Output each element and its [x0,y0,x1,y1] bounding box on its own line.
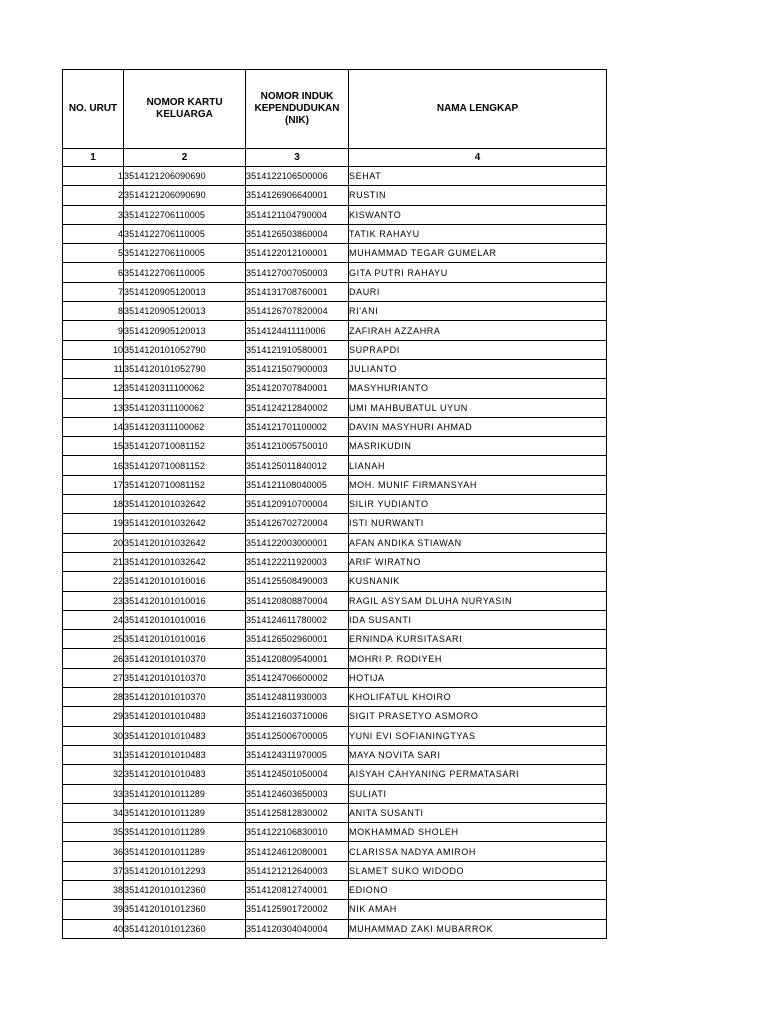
family-card-number-cell: 3514120710081152 [124,475,246,494]
nik-cell: 3514121910580001 [246,340,349,359]
family-card-number-cell: 3514120101011289 [124,784,246,803]
family-card-number-cell: 3514120101052790 [124,340,246,359]
table-row [63,552,607,571]
nik-cell: 3514121603710006 [246,707,349,726]
family-card-number-cell: 3514120710081152 [124,456,246,475]
table-row [63,263,607,282]
full-name-cell: SILIR YUDIANTO [349,495,607,514]
row-number-cell: 20 [63,533,124,552]
full-name-cell: RI'ANI [349,302,607,321]
full-name-cell: ISTI NURWANTI [349,514,607,533]
row-number-cell: 35 [63,823,124,842]
nik-cell: 3514122003000001 [246,533,349,552]
roster-sheet [62,69,606,939]
nik-cell: 3514120809540001 [246,649,349,668]
family-card-number-cell: 3514120101010016 [124,591,246,610]
full-name-cell: KISWANTO [349,205,607,224]
full-name-cell: JULIANTO [349,359,607,378]
family-card-number-cell: 3514120101010483 [124,726,246,745]
table-row [63,340,607,359]
full-name-cell: LIANAH [349,456,607,475]
full-name-cell: SIGIT PRASETYO ASMORO [349,707,607,726]
table-row [63,359,607,378]
table-row [63,842,607,861]
nik-cell: 3514126702720004 [246,514,349,533]
row-number-cell: 31 [63,745,124,764]
row-number-cell: 16 [63,456,124,475]
table-row [63,282,607,301]
table-row [63,417,607,436]
family-card-number-cell: 3514120311100062 [124,417,246,436]
family-card-number-cell: 3514120101032642 [124,552,246,571]
table-row [63,514,607,533]
row-number-cell: 1 [63,167,124,186]
family-card-number-cell: 3514120101010016 [124,630,246,649]
nik-cell: 3514126707820004 [246,302,349,321]
nik-cell: 3514124612080001 [246,842,349,861]
family-card-number-cell: 3514120311100062 [124,398,246,417]
family-card-number-cell: 3514120101012293 [124,861,246,880]
full-name-cell: MUHAMMAD ZAKI MUBARROK [349,919,607,938]
full-name-cell: GITA PUTRI RAHAYU [349,263,607,282]
resident-table [62,69,607,939]
full-name-cell: EDIONO [349,880,607,899]
family-card-number-cell: 3514122706110005 [124,244,246,263]
family-card-number-cell: 3514120101010483 [124,765,246,784]
family-card-number-cell: 3514120311100062 [124,379,246,398]
nik-cell: 3514125812830002 [246,803,349,822]
family-card-number-cell: 3514120710081152 [124,437,246,456]
family-card-number-cell: 3514120101010370 [124,668,246,687]
full-name-cell: NIK AMAH [349,900,607,919]
nik-cell: 3514122211920003 [246,552,349,571]
table-row [63,688,607,707]
full-name-cell: MAYA NOVITA SARI [349,745,607,764]
row-number-cell: 5 [63,244,124,263]
row-number-cell: 30 [63,726,124,745]
row-number-cell: 26 [63,649,124,668]
table-row [63,591,607,610]
column-number: 2 [124,149,246,167]
table-row [63,302,607,321]
table-row [63,765,607,784]
table-row [63,572,607,591]
row-number-cell: 3 [63,205,124,224]
row-number-cell: 29 [63,707,124,726]
table-row [63,456,607,475]
table-row [63,919,607,938]
family-card-number-cell: 3514122706110005 [124,205,246,224]
nik-cell: 3514121507900003 [246,359,349,378]
nik-cell: 3514121212640003 [246,861,349,880]
row-number-cell: 18 [63,495,124,514]
nik-cell: 3514125901720002 [246,900,349,919]
row-number-cell: 24 [63,610,124,629]
row-number-cell: 2 [63,186,124,205]
table-row [63,726,607,745]
row-number-cell: 21 [63,552,124,571]
row-number-cell: 33 [63,784,124,803]
row-number-cell: 32 [63,765,124,784]
full-name-cell: UMI MAHBUBATUL UYUN [349,398,607,417]
family-card-number-cell: 3514120101012360 [124,919,246,938]
row-number-cell: 4 [63,224,124,243]
family-card-number-cell: 3514120101010016 [124,572,246,591]
table-row [63,205,607,224]
nik-cell: 3514124411110006 [246,321,349,340]
family-card-number-cell: 3514122706110005 [124,224,246,243]
nik-cell: 3514121108040005 [246,475,349,494]
family-card-number-cell: 3514120101032642 [124,495,246,514]
full-name-cell: SULIATI [349,784,607,803]
full-name-cell: MOKHAMMAD SHOLEH [349,823,607,842]
row-number-cell: 38 [63,880,124,899]
family-card-number-cell: 3514120101011289 [124,823,246,842]
family-card-number-cell: 3514121206090690 [124,186,246,205]
header-nik: NOMOR INDUK KEPENDUDUKAN (NIK) [246,70,349,149]
nik-cell: 3514124311970005 [246,745,349,764]
nik-cell: 3514124611780002 [246,610,349,629]
row-number-cell: 37 [63,861,124,880]
row-number-cell: 12 [63,379,124,398]
full-name-cell: MASRIKUDIN [349,437,607,456]
family-card-number-cell: 3514120101012360 [124,880,246,899]
family-card-number-cell: 3514120101010483 [124,745,246,764]
row-number-cell: 28 [63,688,124,707]
full-name-cell: SEHAT [349,167,607,186]
nik-cell: 3514121005750010 [246,437,349,456]
full-name-cell: ZAFIRAH AZZAHRA [349,321,607,340]
nik-cell: 3514126502960001 [246,630,349,649]
family-card-number-cell: 3514121206090690 [124,167,246,186]
row-number-cell: 40 [63,919,124,938]
full-name-cell: HOTIJA [349,668,607,687]
row-number-cell: 19 [63,514,124,533]
table-row [63,495,607,514]
family-card-number-cell: 3514120101052790 [124,359,246,378]
nik-cell: 3514122012100001 [246,244,349,263]
family-card-number-cell: 3514120101032642 [124,533,246,552]
table-row [63,668,607,687]
table-row [63,784,607,803]
full-name-cell: ERNINDA KURSITASARI [349,630,607,649]
full-name-cell: TATIK RAHAYU [349,224,607,243]
table-row [63,630,607,649]
full-name-cell: YUNI EVI SOFIANINGTYAS [349,726,607,745]
family-card-number-cell: 3514120905120013 [124,321,246,340]
full-name-cell: CLARISSA NADYA AMIROH [349,842,607,861]
column-number-row [63,149,607,167]
full-name-cell: DAURI [349,282,607,301]
nik-cell: 3514124501050004 [246,765,349,784]
family-card-number-cell: 3514120101032642 [124,514,246,533]
row-number-cell: 17 [63,475,124,494]
nik-cell: 3514121701100002 [246,417,349,436]
table-row [63,167,607,186]
full-name-cell: KUSNANIK [349,572,607,591]
nik-cell: 3514125006700005 [246,726,349,745]
row-number-cell: 25 [63,630,124,649]
family-card-number-cell: 3514120101010016 [124,610,246,629]
table-row [63,880,607,899]
nik-cell: 3514122106830010 [246,823,349,842]
table-row [63,610,607,629]
table-row [63,803,607,822]
nik-cell: 3514121104790004 [246,205,349,224]
nik-cell: 3514131708760001 [246,282,349,301]
nik-cell: 3514120707840001 [246,379,349,398]
full-name-cell: DAVIN MASYHURI AHMAD [349,417,607,436]
header-row [63,70,607,149]
full-name-cell: SUPRAPDI [349,340,607,359]
full-name-cell: RAGIL ASYSAM DLUHA NURYASIN [349,591,607,610]
table-row [63,186,607,205]
row-number-cell: 36 [63,842,124,861]
full-name-cell: KHOLIFATUL KHOIRO [349,688,607,707]
row-number-cell: 11 [63,359,124,378]
row-number-cell: 13 [63,398,124,417]
full-name-cell: SLAMET SUKO WIDODO [349,861,607,880]
full-name-cell: MOHRI P. RODIYEH [349,649,607,668]
family-card-number-cell: 3514120101010483 [124,707,246,726]
header-nomor-kartu-keluarga: NOMOR KARTU KELUARGA [124,70,246,149]
row-number-cell: 39 [63,900,124,919]
nik-cell: 3514124212840002 [246,398,349,417]
row-number-cell: 14 [63,417,124,436]
nik-cell: 3514126503860004 [246,224,349,243]
row-number-cell: 6 [63,263,124,282]
table-row [63,398,607,417]
full-name-cell: MUHAMMAD TEGAR GUMELAR [349,244,607,263]
header-no-urut: NO. URUT [63,70,124,149]
row-number-cell: 8 [63,302,124,321]
table-row [63,823,607,842]
table-body [63,167,607,939]
full-name-cell: MOH. MUNIF FIRMANSYAH [349,475,607,494]
family-card-number-cell: 3514120101012360 [124,900,246,919]
full-name-cell: MASYHURIANTO [349,379,607,398]
row-number-cell: 10 [63,340,124,359]
nik-cell: 3514120304040004 [246,919,349,938]
nik-cell: 3514127007050003 [246,263,349,282]
full-name-cell: IDA SUSANTI [349,610,607,629]
table-row [63,861,607,880]
table-row [63,900,607,919]
nik-cell: 3514120808870004 [246,591,349,610]
row-number-cell: 34 [63,803,124,822]
nik-cell: 3514126906640001 [246,186,349,205]
family-card-number-cell: 3514122706110005 [124,263,246,282]
nik-cell: 3514125011840012 [246,456,349,475]
row-number-cell: 15 [63,437,124,456]
nik-cell: 3514124603650003 [246,784,349,803]
table-row [63,745,607,764]
column-number: 4 [349,149,607,167]
row-number-cell: 27 [63,668,124,687]
family-card-number-cell: 3514120101010370 [124,688,246,707]
full-name-cell: ANITA SUSANTI [349,803,607,822]
nik-cell: 3514125508490003 [246,572,349,591]
header-nama-lengkap: NAMA LENGKAP [349,70,607,149]
nik-cell: 3514120812740001 [246,880,349,899]
family-card-number-cell: 3514120101011289 [124,842,246,861]
family-card-number-cell: 3514120905120013 [124,302,246,321]
family-card-number-cell: 3514120905120013 [124,282,246,301]
nik-cell: 3514120910700004 [246,495,349,514]
full-name-cell: RUSTIN [349,186,607,205]
full-name-cell: ARIF WIRATNO [349,552,607,571]
nik-cell: 3514124811930003 [246,688,349,707]
nik-cell: 3514124706600002 [246,668,349,687]
table-row [63,379,607,398]
family-card-number-cell: 3514120101011289 [124,803,246,822]
table-row [63,649,607,668]
row-number-cell: 7 [63,282,124,301]
table-row [63,475,607,494]
nik-cell: 3514122106500006 [246,167,349,186]
row-number-cell: 9 [63,321,124,340]
column-number: 3 [246,149,349,167]
table-row [63,707,607,726]
full-name-cell: AFAN ANDIKA STIAWAN [349,533,607,552]
table-row [63,244,607,263]
row-number-cell: 22 [63,572,124,591]
table-row [63,321,607,340]
row-number-cell: 23 [63,591,124,610]
column-number: 1 [63,149,124,167]
table-row [63,437,607,456]
full-name-cell: AISYAH CAHYANING PERMATASARI [349,765,607,784]
family-card-number-cell: 3514120101010370 [124,649,246,668]
table-row [63,224,607,243]
table-row [63,533,607,552]
